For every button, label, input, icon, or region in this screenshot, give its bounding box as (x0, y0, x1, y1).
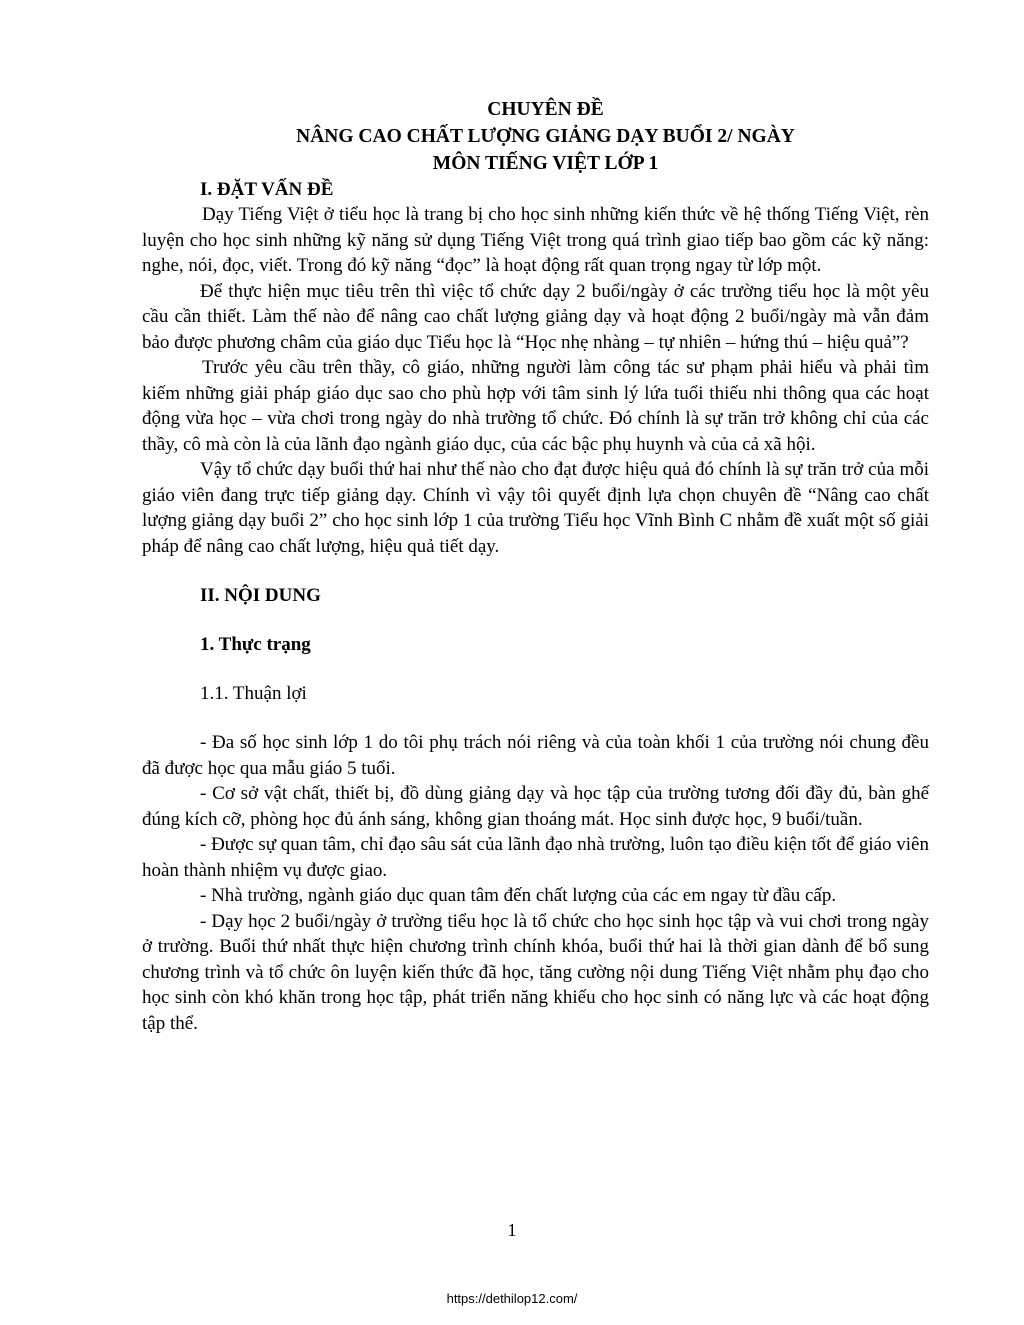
document-title-line-1: CHUYÊN ĐỀ (487, 99, 604, 120)
document-title-line-3: MÔN TIẾNG VIỆT LỚP 1 (432, 153, 659, 174)
list-item: - Được sự quan tâm, chỉ đạo sâu sát của lãnh đạo nhà trường, luôn tạo điều kiện tốt để giáo viên hoàn thành nhiệm vụ được giao. (142, 834, 929, 881)
list-item: - Nhà trường, ngành giáo dục quan tâm đến chất lượng của các em ngay từ đầu cấp. (200, 885, 837, 906)
section-1-heading: I. ĐẶT VẤN ĐỀ (200, 179, 334, 200)
section-2-heading: II. NỘI DUNG (200, 585, 321, 606)
section-1-paragraph: Dạy Tiếng Việt ở tiểu học là trang bị cho học sinh những kiến thức về hệ thống Tiếng Việt, rèn luyện cho học sinh những kỹ năng sử dụng Tiếng Việt trong quá trình giao tiếp bao gồm các kỹ năng: nghe, nói, đọc, viết. Trong đó kỹ năng “đọc” là hoạt động rất quan trọng ngay từ lớp một. (142, 204, 929, 276)
page-number: 1 (507, 1220, 517, 1240)
section-1-paragraph: Để thực hiện mục tiêu trên thì việc tổ chức dạy 2 buổi/ngày ở các trường tiểu học là một yêu cầu cần thiết. Làm thế nào để nâng cao chất lượng giảng dạy và hoạt động 2 buổi/ngày mà vẫn đảm bảo được phương châm của giáo dục Tiểu học là “Học nhẹ nhàng – tự nhiên – hứng thú – hiệu quả”? (142, 280, 929, 353)
document-page (142, 96, 929, 1036)
subsection-heading: 1. Thực trạng (200, 634, 311, 655)
document-title-line-2: NÂNG CAO CHẤT LƯỢNG GIẢNG DẠY BUỔI 2/ NGÀY (296, 126, 795, 147)
footer-url[interactable]: https://dethilop12.com/ (446, 1291, 578, 1306)
list-item: - Dạy học 2 buổi/ngày ở trường tiểu học là tổ chức cho học sinh học tập và vui chơi trong ngày ở trường. Buổi thứ nhất thực hiện chương trình chính khóa, buổi thứ hai là thời gian dành để bổ sung chương trình và tổ chức ôn luyện kiến thức đã học, tăng cường nội dung Tiếng Việt nhằm phụ đạo cho học sinh còn khó khăn trong học tập, phát triển năng khiếu cho học sinh có năng lực và các hoạt động tập thể. (142, 910, 929, 1034)
subsubsection-heading: 1.1. Thuận lợi (200, 683, 307, 704)
section-1-paragraph: Trước yêu cầu trên thầy, cô giáo, những người làm công tác sư phạm phải hiểu và phải tìm kiếm những giải pháp giáo dục sao cho phù hợp với tâm sinh lý lứa tuổi thiếu nhi thông qua các hoạt động vừa học – vừa chơi trong ngày do nhà trường tổ chức. Đó chính là sự trăn trở không chỉ của các thầy, cô mà còn là của lãnh đạo ngành giáo dục, của các bậc phụ huynh và của cả xã hội. (142, 357, 929, 455)
list-item: - Đa số học sinh lớp 1 do tôi phụ trách nói riêng và của toàn khối 1 của trường nói chung đều đã được học qua mẫu giáo 5 tuổi. (142, 732, 929, 779)
list-item: - Cơ sở vật chất, thiết bị, đồ dùng giảng dạy và học tập của trường tương đối đầy đủ, bàn ghế đúng kích cỡ, phòng học đủ ánh sáng, không gian thoáng mát. Học sinh được học, 9 buổi/tuần. (142, 783, 929, 830)
section-1-paragraph: Vậy tổ chức dạy buổi thứ hai như thế nào cho đạt được hiệu quả đó chính là sự trăn trở của mỗi giáo viên đang trực tiếp giảng dạy. Chính vì vậy tôi quyết định lựa chọn chuyên đề “Nâng cao chất lượng giảng dạy buổi 2” cho học sinh lớp 1 của trường Tiểu học Vĩnh Bình C nhằm đề xuất một số giải pháp để nâng cao chất lượng, hiệu quả tiết dạy. (142, 459, 929, 557)
